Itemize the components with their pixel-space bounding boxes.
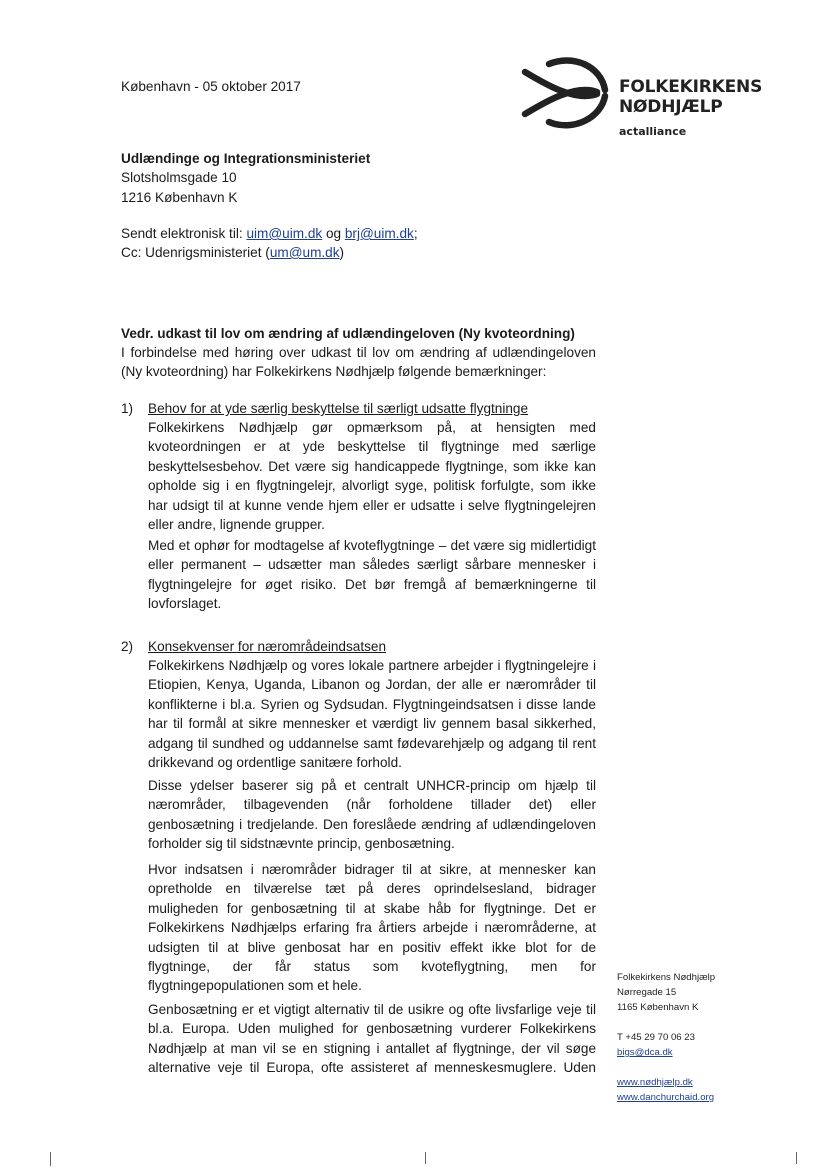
section-2-number: 2) [121,639,134,654]
email-link-brj[interactable]: brj@uim.dk [344,226,414,241]
subject-line: Vedr. udkast til lov om ændring af udlændingeloven (Ny kvoteordning) [121,326,575,341]
logo-line1: FOLKEKIRKENS [619,77,763,97]
section-1-paragraph-2: Med et ophør for modtagelse af kvoteflygtninge – det være sig midlertidigt eller permanent – udsætter man således særligt sårbare mennesker i flygtningelejre for øget risiko. Det bør fremgå af bemærkningerne til lovforslaget. [148,538,596,612]
email-link-uim[interactable]: uim@uim.dk [246,226,323,241]
organization-logo [519,56,819,146]
fish-logo-icon [519,56,611,130]
sidebar-website-link-1[interactable]: www.nødhjælp.dk [617,1077,693,1088]
section-1-paragraph-1: Folkekirkens Nødhjælp gør opmærksom på, at hensigten med kvoteordningen er at yde beskyttelse til flygtninge med særlige beskyttelsesbehov. Det være sig handicappede flygtninge, som ikke kan opholde sig i en flygtningelejr, alvorligt syge, politisk forfulgte, som ikke har udsigt til at kunne vende hjem eller er udsatte i selve flygtningelejren eller andre, lignende grupper. [148,420,596,533]
section-2-paragraph-2: Disse ydelser baserer sig på et centralt UNHCR-princip om hjælp til nærområder, tilbagevenden (når forholdene tillader det) eller genbosætning i tredjelande. Den foreslåede ændring af udlændingeloven forholder sig til sidstnævnte princip, genbosætning. [148,778,596,852]
recipient-block [121,149,370,207]
recipient-street: Slotsholmsgade 10 [121,170,237,186]
cc-line: Cc: Udenrigsministeriet (um@um.dk) [121,245,345,260]
sidebar-street: Nørregade 15 [617,987,677,998]
section-1-heading: Behov for at yde særlig beskyttelse til særligt udsatte flygtninge [148,401,529,416]
logo-line2: NØDHJÆLP [619,97,723,117]
sidebar-website-link-2[interactable]: www.danchurchaid.org [617,1092,715,1103]
sidebar-org: Folkekirkens Nødhjælp [617,972,716,983]
letter-date: København - 05 oktober 2017 [121,79,301,94]
sidebar-city: 1165 København K [617,1002,699,1013]
sidebar-phone: T +45 29 70 06 23 [617,1032,695,1043]
sent-line: Sendt elektronisk til: uim@uim.dk og brj@uim.dk; [121,226,418,241]
logo-subline: actalliance [619,125,687,138]
email-link-um[interactable]: um@um.dk [269,245,340,260]
recipient-name: Udlændinge og Integrationsministeriet [121,151,371,166]
section-2-heading: Konsekvenser for nærområdeindsatsen [148,639,387,654]
section-1-number: 1) [121,401,134,416]
sidebar-email-link[interactable]: bigs@dca.dk [617,1047,673,1058]
scan-mark-right [796,1152,797,1164]
scan-mark-center [425,1152,426,1164]
section-2-paragraph-1: Folkekirkens Nødhjælp og vores lokale partnere arbejder i flygtningelejre i Etiopien, Kenya, Uganda, Libanon og Jordan, der alle er nærområder til konflikterne i bl.a. Syrien og Sydsudan. Flygtningeindsatsen i disse lande har til formål at sikre mennesker et værdigt liv gennem basal sikkerhed, adgang til sundhed og uddannelse samt fødevarehjælp og adgang til rent drikkevand og ordentlige sanitære forhold. [148,658,596,771]
sidebar-contact [617,970,817,1105]
intro-paragraph: I forbindelse med høring over udkast til lov om ændring af udlændingeloven (Ny kvoteordning) har Folkekirkens Nødhjælp følgende bemærkninger: [121,345,596,380]
section-2-paragraph-3: Hvor indsatsen i nærområder bidrager til at sikre, at mennesker kan opretholde en tilværelse tæt på deres oprindelsesland, bidrager muligheden for genbosætning til at skabe håb for flygtninge. Det er Folkekirkens Nødhjælps erfaring fra årtiers arbejde i nærområderne, at udsigten til at blive genbosat har en positiv effekt ikke blot for de flygtninge, der får status som kvoteflygtning, men for flygtningepopulationen som et hele. [148,862,596,994]
recipient-city: 1216 København K [121,189,238,205]
scan-mark-left [50,1152,51,1166]
section-2-paragraph-4: Genbosætning er et vigtigt alternativ til de usikre og ofte livsfarlige veje til bl.a. Europa. Uden mulighed for genbosætning vurderer Folkekirkens Nødhjælp at man vil se en stigning i antallet af flygtninge, der vil søge alternative veje til Europa, ofte assisteret af menneskesmuglere. Uden [148,1002,596,1076]
